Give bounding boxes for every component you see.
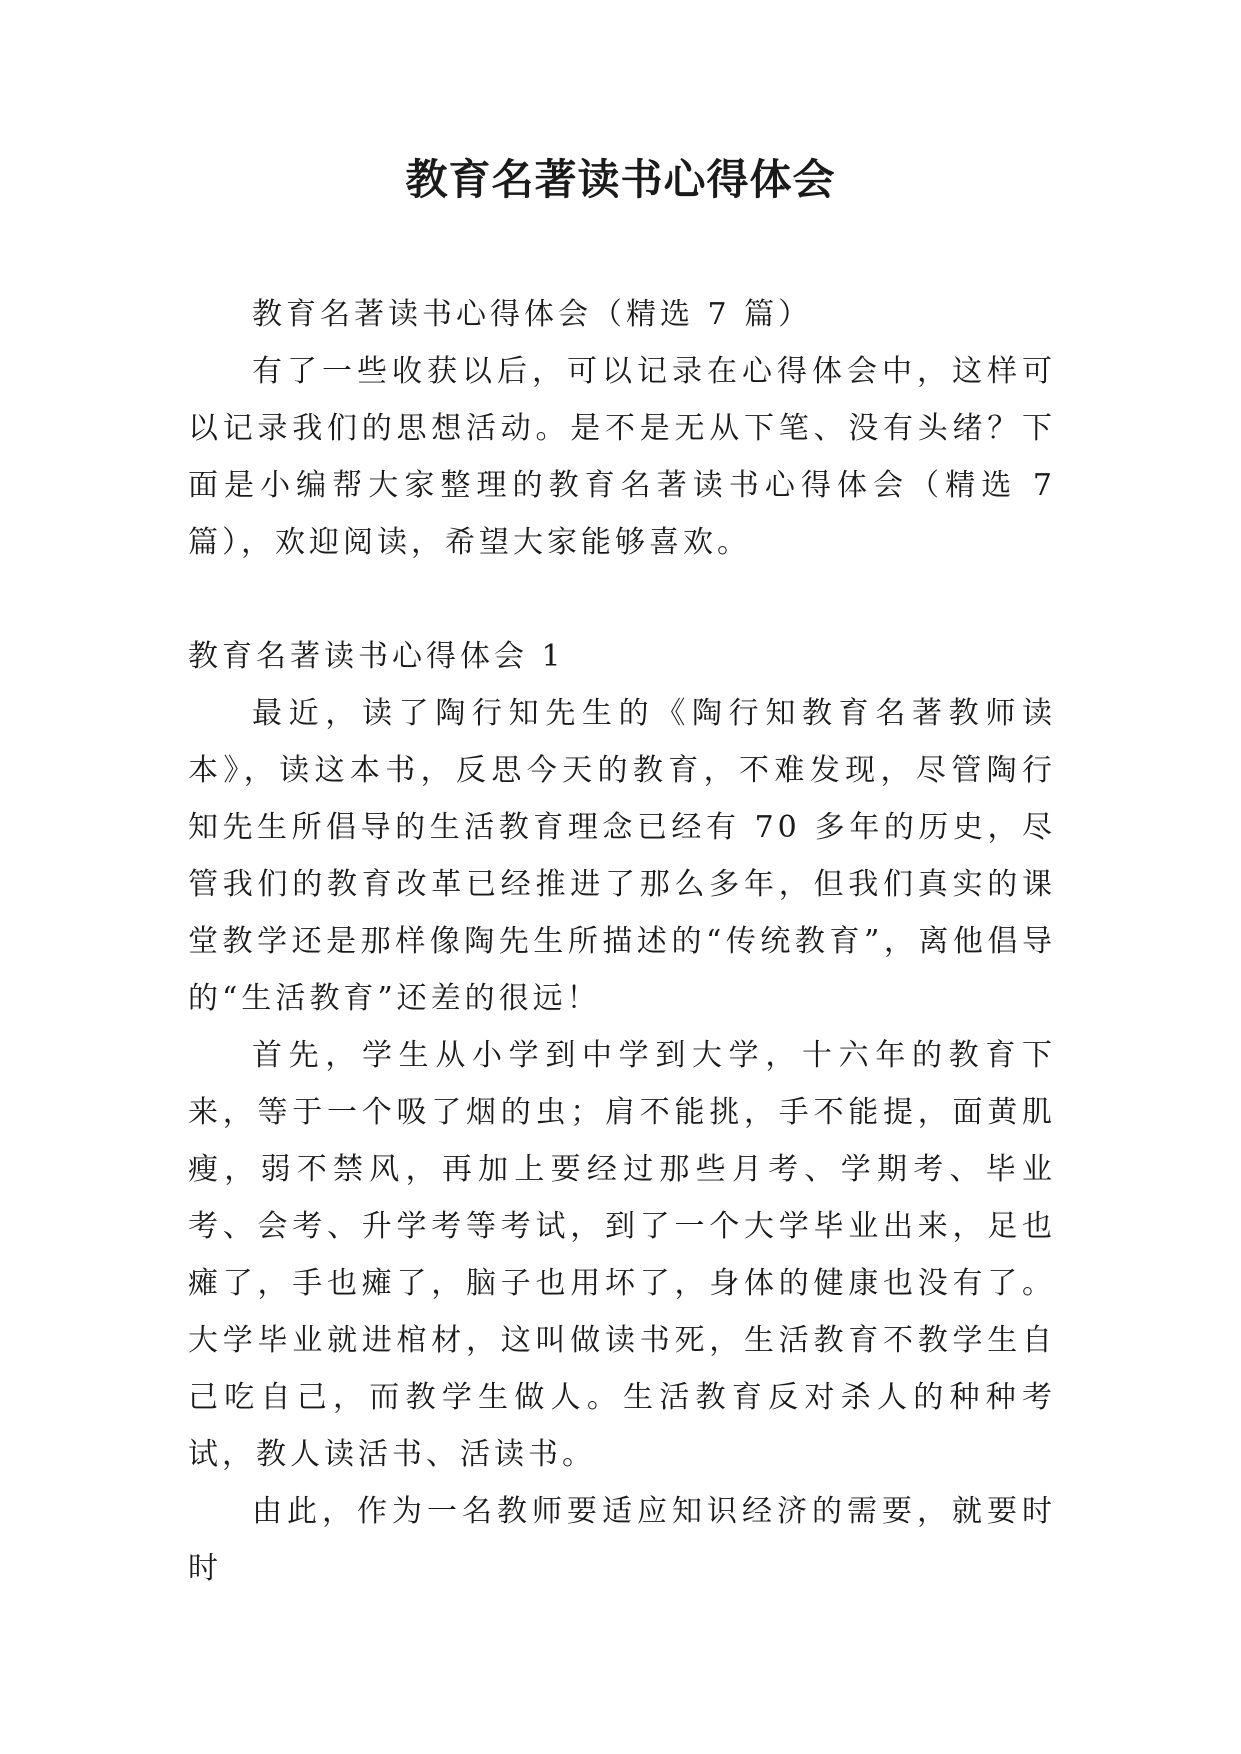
body-paragraph: 最近，读了陶行知先生的《陶行知教育名著教师读本》，读这本书，反思今天的教育，不难发现，尽管陶行知先生所倡导的生活教育理念已经有 70 多年的历史，尽管我们的教育改革已经推进了那么多年，但我们真实的课堂教学还是那样像陶先生所描述的“传统教育”，离他倡导的“生活教育”还差的很远！ <box>188 696 1056 1016</box>
section-heading: 教育名著读书心得体会 1 <box>188 639 565 674</box>
intro-subtitle: 教育名著读书心得体会（精选 7 篇） <box>252 297 813 332</box>
document-title: 教育名著读书心得体会 <box>405 155 836 204</box>
body-paragraph: 由此，作为一名教师要适应知识经济的需要，就要时时 <box>188 1494 1056 1586</box>
document-body <box>188 286 1056 1597</box>
intro-paragraph: 有了一些收获以后，可以记录在心得体会中，这样可以记录我们的思想活动。是不是无从下笔、没有头绪？下面是小编帮大家整理的教育名著读书心得体会（精选 7 篇），欢迎阅读，希望大家能够喜欢。 <box>188 354 1056 560</box>
body-paragraph: 首先，学生从小学到中学到大学，十六年的教育下来，等于一个吸了烟的虫；肩不能挑，手不能提，面黄肌瘦，弱不禁风，再加上要经过那些月考、学期考、毕业考、会考、升学考等考试，到了一个大学毕业出来，足也瘫了，手也瘫了，脑子也用坏了，身体的健康也没有了。大学毕业就进棺材，这叫做读书死，生活教育不教学生自己吃自己，而教学生做人。生活教育反对杀人的种种考试，教人读活书、活读书。 <box>188 1038 1056 1472</box>
